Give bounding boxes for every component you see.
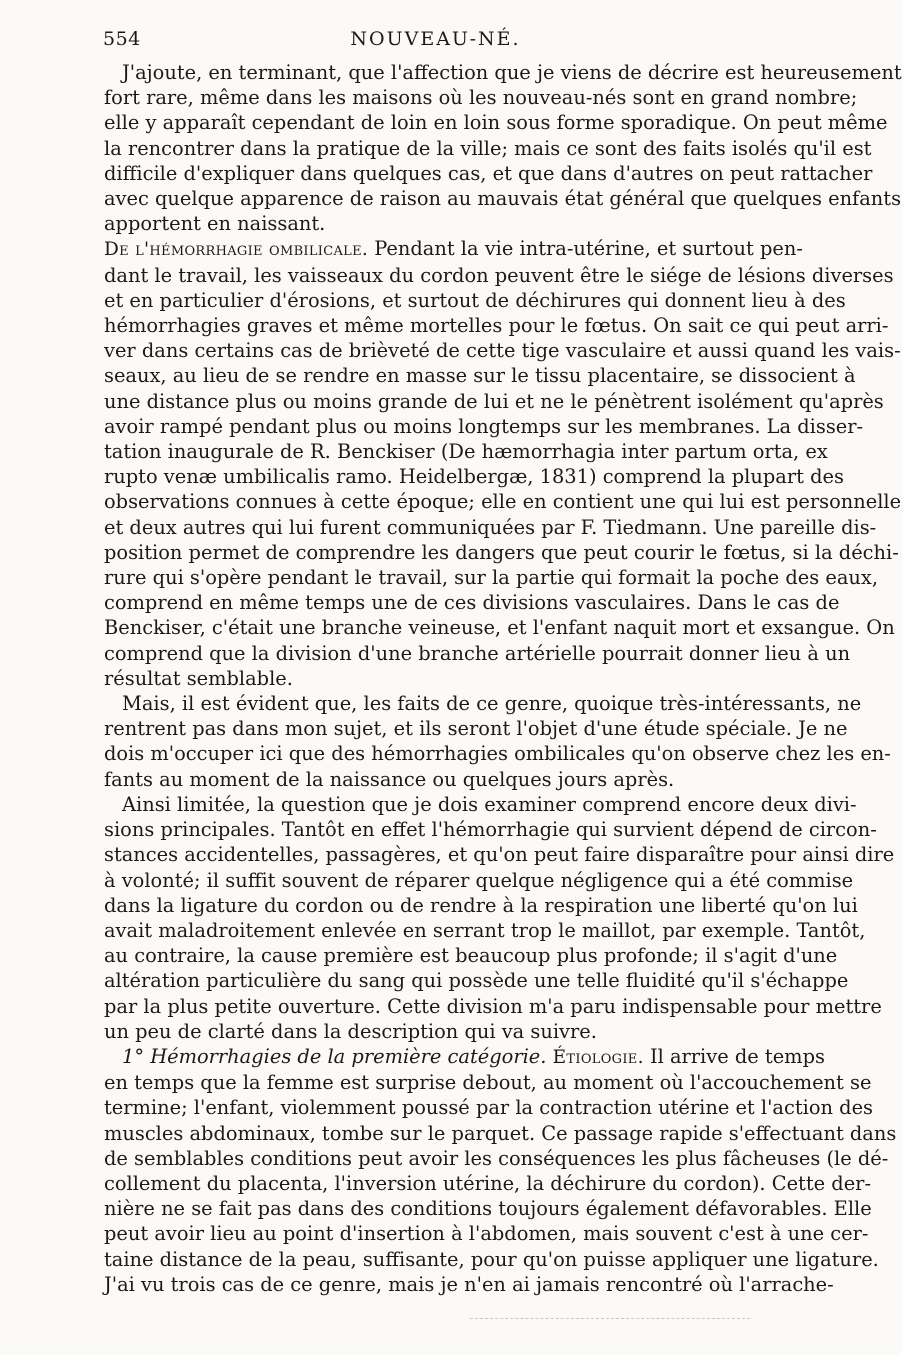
- text-line: la rencontrer dans la pratique de la ville; mais ce sont des faits isolés qu'il est: [104, 136, 872, 160]
- text-line: collement du placenta, l'inversion utérine, la déchirure du cordon). Cette der-: [104, 1171, 871, 1195]
- text-line: elle y apparaît cependant de loin en loin sous forme sporadique. On peut même: [104, 111, 888, 135]
- text-line: et en particulier d'érosions, et surtout de déchirures qui donnent lieu à des: [104, 288, 846, 312]
- subsection-heading: 1° Hémorrhagies de la première catégorie.: [122, 1044, 547, 1068]
- text-line: termine; l'enfant, violemment poussé par la contraction utérine et l'action des: [104, 1096, 873, 1120]
- text-line: fants au moment de la naissance ou quelques jours après.: [104, 767, 675, 791]
- text-line: [104, 236, 803, 262]
- text-line: et deux autres qui lui furent communiquées par F. Tiedmann. Une pareille dis-: [104, 515, 877, 539]
- page-number: 554: [103, 28, 141, 50]
- text-line: hémorrhagies graves et même mortelles pour le fœtus. On sait ce qui peut arri-: [104, 314, 889, 338]
- text-line: sions principales. Tantôt en effet l'hémorrhagie qui survient dépend de circon-: [104, 818, 877, 842]
- text-line: à volonté; il suffit souvent de réparer quelque négligence qui a été commise: [104, 868, 854, 892]
- text-line: résultat semblable.: [104, 666, 293, 690]
- text-line: avait maladroitement enlevée en serrant trop le maillot, par exemple. Tantôt,: [104, 918, 866, 942]
- text-line: apportent en naissant.: [104, 212, 326, 236]
- text-line: rure qui s'opère pendant le travail, sur la partie qui formait la poche des eaux,: [104, 566, 878, 590]
- text-line: comprend en même temps une de ces divisions vasculaires. Dans le cas de: [104, 591, 840, 615]
- text-line: une distance plus ou moins grande de lui et ne le pénètrent isolément qu'après: [104, 389, 884, 413]
- text-line: nière ne se fait pas dans des conditions toujours également défavorables. Elle: [104, 1197, 872, 1221]
- text-line: par la plus petite ouverture. Cette division m'a paru indispensable pour mettre: [104, 994, 882, 1018]
- text-line: observations connues à cette époque; elle en contient une qui lui est personnelle: [104, 490, 902, 514]
- page-header: [103, 28, 768, 54]
- text-line: dois m'occuper ici que des hémorrhagies ombilicales qu'on observe chez les en-: [104, 742, 891, 766]
- line-text: Il arrive de temps: [649, 1044, 825, 1068]
- text-line: seaux, au lieu de se rendre en masse sur le tissu placentaire, se dissocient à: [104, 364, 856, 388]
- line-text: Pendant la vie intra-utérine, et surtout pen-: [374, 237, 803, 261]
- text-line: [104, 1044, 825, 1070]
- text-line: de semblables conditions peut avoir les conséquences les plus fâcheuses (le dé-: [104, 1146, 889, 1170]
- etiology-heading: Étiologie.: [552, 1046, 644, 1068]
- text-line: Mais, il est évident que, les faits de ce genre, quoique très-intéressants, ne: [122, 692, 862, 716]
- text-line: Ainsi limitée, la question que je dois examiner comprend encore deux divi-: [122, 792, 857, 816]
- text-line: rupto venæ umbilicalis ramo. Heidelbergæ, 1831) comprend la plupart des: [104, 465, 844, 489]
- running-title: NOUVEAU-NÉ.: [350, 28, 521, 50]
- section-heading: De l'hémorrhagie ombilicale.: [104, 239, 369, 261]
- body-text: [104, 60, 902, 1297]
- text-line: ver dans certains cas de brièveté de cette tige vasculaire et aussi quand les vais-: [104, 339, 901, 363]
- text-line: peut avoir lieu au point d'insertion à l'abdomen, mais souvent c'est à une cer-: [104, 1222, 869, 1246]
- text-line: en temps que la femme est surprise debout, au moment où l'accouchement se: [104, 1071, 872, 1095]
- text-line: fort rare, même dans les maisons où les nouveau-nés sont en grand nombre;: [104, 86, 858, 110]
- text-line: un peu de clarté dans la description qui va suivre.: [104, 1019, 597, 1043]
- text-line: avoir rampé pendant plus ou moins longtemps sur les membranes. La disser-: [104, 414, 864, 438]
- text-line: tation inaugurale de R. Benckiser (De hæmorrhagia inter partum orta, ex: [104, 440, 828, 464]
- text-line: Benckiser, c'était une branche veineuse, et l'enfant naquit mort et exsangue. On: [104, 616, 895, 640]
- text-line: stances accidentelles, passagères, et qu'on peut faire disparaître pour ainsi dire: [104, 843, 895, 867]
- text-line: muscles abdominaux, tombe sur le parquet. Ce passage rapide s'effectuant dans: [104, 1121, 897, 1145]
- text-line: taine distance de la peau, suffisante, pour qu'on puisse appliquer une ligature.: [104, 1247, 879, 1271]
- text-line: au contraire, la cause première est beaucoup plus profonde; il s'agit d'une: [104, 944, 838, 968]
- text-line: comprend que la division d'une branche artérielle pourrait donner lieu à un: [104, 641, 851, 665]
- bottom-rule: [470, 1318, 750, 1319]
- text-line: J'ai vu trois cas de ce genre, mais je n'en ai jamais rencontré où l'arrache-: [104, 1272, 834, 1296]
- text-line: avec quelque apparence de raison au mauvais état général que quelques enfants: [104, 187, 902, 211]
- text-line: altération particulière du sang qui possède une telle fluidité qu'il s'échappe: [104, 969, 849, 993]
- text-line: rentrent pas dans mon sujet, et ils seront l'objet d'une étude spéciale. Je ne: [104, 717, 848, 741]
- text-line: position permet de comprendre les dangers que peut courir le fœtus, si la déchi-: [104, 540, 899, 564]
- text-line: difficile d'expliquer dans quelques cas, et que dans d'autres on peut rattacher: [104, 161, 873, 185]
- text-line: dant le travail, les vaisseaux du cordon peuvent être le siége de lésions diverses: [104, 263, 894, 287]
- text-line: J'ajoute, en terminant, que l'affection que je viens de décrire est heureusement: [122, 61, 902, 84]
- text-line: dans la ligature du cordon ou de rendre à la respiration une liberté qu'on lui: [104, 893, 858, 917]
